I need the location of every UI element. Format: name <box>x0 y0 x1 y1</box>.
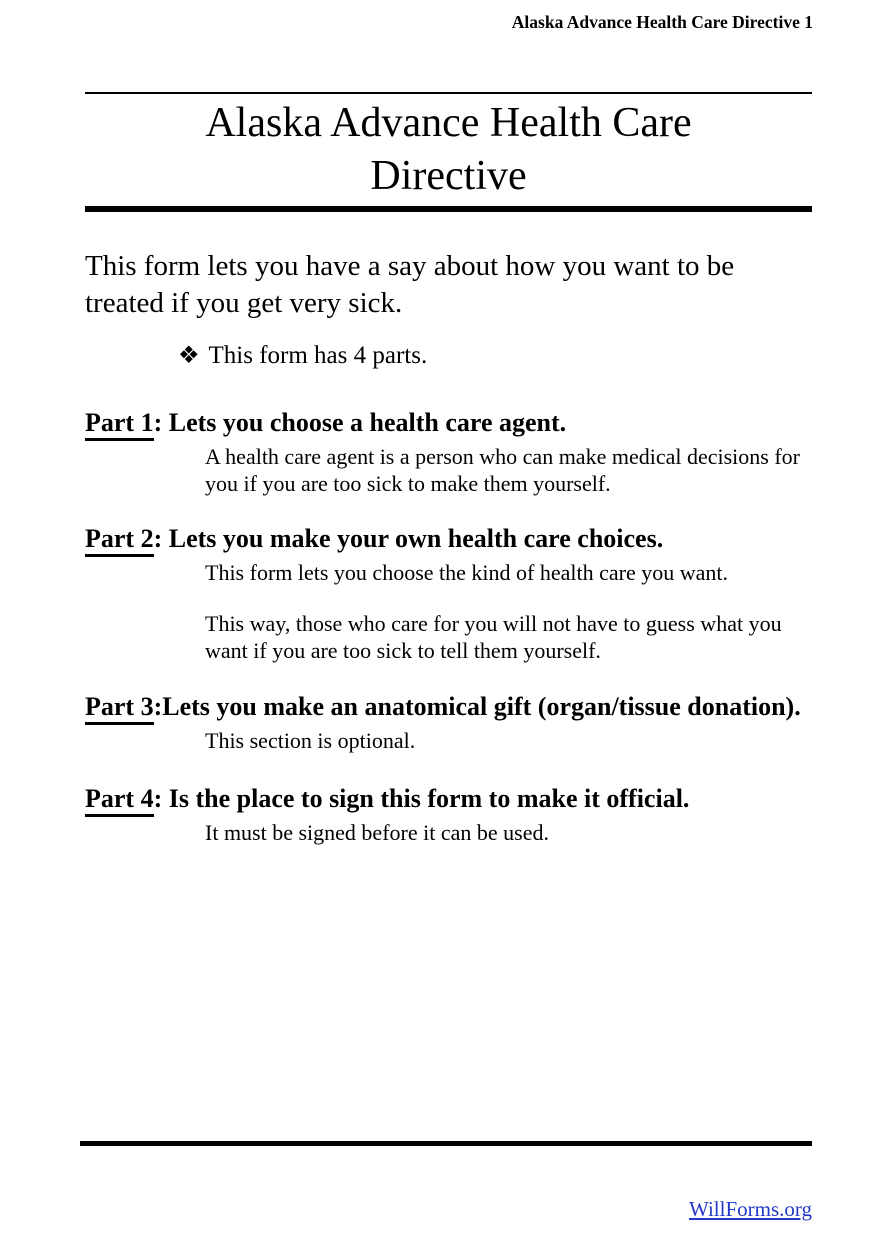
section-heading <box>85 406 812 439</box>
section-paragraph: This section is optional. <box>205 727 416 753</box>
part-3-label: Part 3 <box>85 692 154 725</box>
page-title: Alaska Advance Health Care Directive <box>205 100 692 200</box>
section-heading <box>85 522 812 555</box>
section-paragraph: This way, those who care for you will not have to guess what you want if you are too sick to tell them yourself. <box>205 610 782 663</box>
section-heading <box>85 690 812 723</box>
part-4-title: : Is the place to sign this form to make it official. <box>153 783 690 813</box>
intro-paragraph: This form lets you have a say about how you want to be treated if you get very sick. <box>85 250 735 320</box>
diamond-bullet-icon: ❖ <box>178 343 200 370</box>
title-block <box>85 92 812 212</box>
section-paragraph: A health care agent is a person who can make medical decisions for you if you are too sick to make them yourself. <box>205 443 800 496</box>
part-2-label: Part 2 <box>85 524 154 557</box>
part-3-title: :Lets you make an anatomical gift (organ/tissue donation). <box>153 691 801 721</box>
footer-divider <box>80 1141 812 1146</box>
running-header-page-label: Alaska Advance Health Care Directive 1 <box>511 12 813 32</box>
bullet-text: This form has 4 parts. <box>208 342 428 370</box>
document-body <box>85 92 812 846</box>
section-part-3 <box>85 690 812 754</box>
footer-link[interactable]: WillForms.org <box>688 1197 812 1221</box>
bullet-item <box>178 340 812 371</box>
part-1-label: Part 1 <box>85 408 154 441</box>
section-part-4 <box>85 782 812 846</box>
section-paragraph: It must be signed before it can be used. <box>205 819 549 845</box>
section-heading <box>85 782 812 815</box>
part-1-title: : Lets you choose a health care agent. <box>153 407 567 437</box>
section-paragraph: This form lets you choose the kind of health care you want. <box>205 559 728 585</box>
section-part-1 <box>85 406 812 497</box>
section-part-2 <box>85 522 812 664</box>
part-4-label: Part 4 <box>85 784 154 817</box>
part-2-title: : Lets you make your own health care choices. <box>153 523 664 553</box>
